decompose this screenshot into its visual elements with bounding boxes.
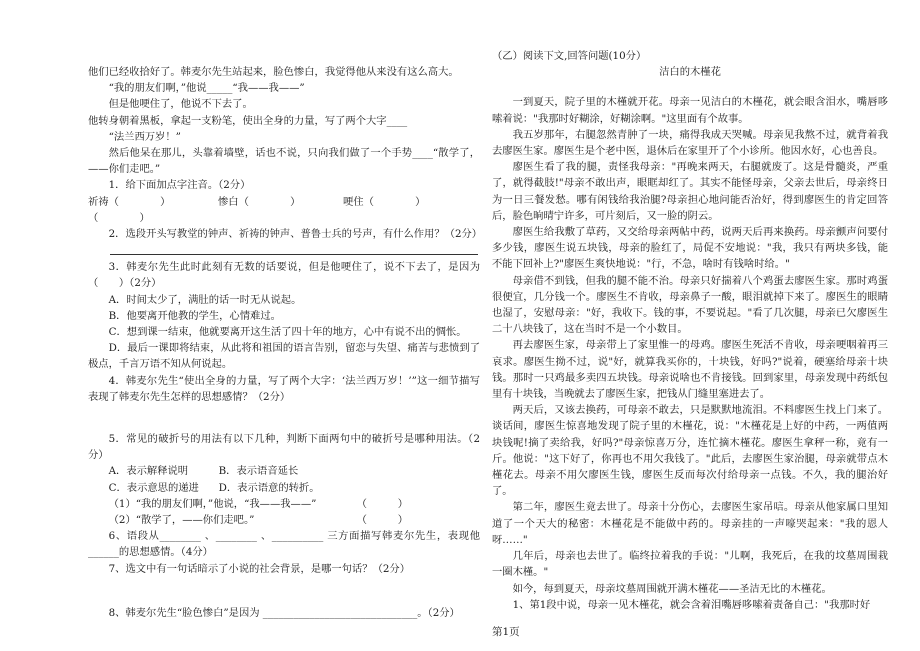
article-paragraph: 廖医生给我敷了草药，又交给母亲两帖中药，说两天后再来换药。母亲颤声问要付多少钱，廖医生说五块钱，母亲的脸红了，局促不安地说："我，我只有两块多钱，能不能下回补上?"廖医生爽快地说："行，不急，啥时有钱啥时给。" [492, 226, 888, 271]
article-paragraph: 两天后，又该去换药，可母亲不敢去，只是默默地流泪。不料廖医生找上门来了。谈话间，廖医生惊喜地发现了院子里的木槿花，说："木槿花是上好的中药，一两值两块钱呢!摘了卖给我，好吗?"母亲惊喜万分，连忙摘木槿花。廖医生拿秤一称，竟有一斤。他说："这下好了，你再也不用欠我钱了。"此后，去廖医生家治腿，母亲就带点木槿花去。母亲不用欠廖医生钱，廖医生反而每次付给母亲一点钱。不久，我的腿治好了。 [492, 404, 888, 498]
right-column [492, 0, 888, 613]
answer-line [110, 242, 478, 255]
q5-option: C．表示意思的递进 [108, 481, 199, 494]
q3-option: B．他要离开他教的学生，心情难过。 [108, 309, 281, 322]
q5-option: B．表示语音延长 [218, 465, 299, 478]
question-8: 8、韩麦尔先生“脸色惨白”是因为 ______________________________。（2分） [108, 606, 460, 619]
q3-option: A．时间太少了，满肚的话一时无从说起。 [108, 293, 302, 306]
q5-options-row [88, 463, 480, 479]
q5-item-row [88, 512, 480, 528]
question-1: 1．给下面加点字注音。（2分） [108, 179, 251, 192]
q5-item: （1）“我的朋友们啊，”他说，“我——我——” [108, 497, 317, 510]
q1-item: 哽住（ ） [343, 195, 426, 208]
article-title: 洁白的木槿花 [659, 66, 721, 79]
q5-options-row [88, 480, 480, 496]
q5-item-row [88, 496, 480, 512]
q5-paren: （ ） [356, 497, 409, 510]
article-paragraph: 一到夏天，院子里的木槿就开花。母亲一见洁白的木槿花，就会眼含泪水，嘴唇哆嗦着说："我那时好糊涂，好糊涂啊。"这里面有个故事。 [492, 96, 888, 125]
article-paragraph: 几年后，母亲也去世了。临终拉着我的手说："儿啊，我死后，在我的坟墓周围栽一圈木槿。" [492, 550, 888, 579]
question-1-items [88, 194, 480, 226]
q3-option: D．最后一课即将结束，从此将和祖国的语言告别，留恋与失望、痛苦与悲愤到了极点，千言万语不知从何说起。 [88, 342, 480, 371]
question-4: 4．韩麦尔先生“使出全身的力量，写了两个大字：‘法兰西万岁！’”这一细节描写表现了韩麦尔先生怎样的思想感情？（2分） [88, 374, 480, 403]
question-1: 1、第1段中说，母亲一见木槿花，就会含着泪嘴唇哆嗦着责备自己："我那时好 [512, 598, 871, 611]
passage-line: “我的朋友们啊，”他说_____“我——我——” [108, 82, 305, 95]
article-paragraph: 第二年，廖医生竟去世了。母亲十分伤心，去廖医生家吊唁。母亲从他家属口里知道了一个天大的秘密：木槿花是不能做中药的。母亲挂的一声嚎哭起来："我的恩人呀……" [492, 501, 888, 546]
q5-option: A．表示解释说明 [108, 465, 189, 478]
article-paragraph: 母亲借不到钱，但我的腿不能不治。母亲只好揣着八个鸡蛋去廖医生家。那时鸡蛋很便宜，几分钱一个。廖医生不肯收，母亲鼻子一酸，眼泪就掉下来了。廖医生的眼睛也湿了，安慰母亲："好，我收下。钱的事，不要说起。"看了几次腿，母亲已欠廖医生二十八块钱了，这在当时不是一个小数目。 [492, 274, 888, 336]
passage-line: “法兰西万岁！” [108, 130, 181, 143]
question-3: 3．韩麦尔先生此时此刻有无数的话要说，但是他哽住了，说不下去了，是因为（ ）（2分） [88, 261, 480, 290]
question-6: 6、语段从________ 、________ 、__________ 三方面描写韩麦尔先生，表现他 ______的思想感情。（4分） [88, 530, 480, 559]
q1-item: 惨白（ ） [218, 195, 301, 208]
question-2: 2．选段开头写教堂的钟声、祈祷的钟声、普鲁士兵的号声，有什么作用？（2分） [108, 228, 483, 241]
q1-item: 祈祷（ ）（ ） [88, 195, 171, 224]
passage-line: 然后他呆在那儿，头靠着墙壁，话也不说，只向我们做了一个手势____“散学了，——你们走吧。” [88, 147, 480, 176]
article-paragraph: 如今，每到夏天，母亲坟墓周围就开满木槿花——圣洁无比的木槿花。 [512, 582, 832, 595]
article-paragraph: 廖医生看了我的腿，责怪我母亲："再晚来两天，右腿就废了。这是骨髓炎，严重了，就得截肢!"母亲不敢出声，眼眶却红了。其实不能怪母亲，父亲去世后，母亲终日为一日三餐发愁。哪有闲钱给我治腿?母亲担心地问能否治好，得到廖医生的肯定回答后，脸色晌晴宁许多，可片刻后，又一脸的阴云。 [492, 161, 888, 222]
article-paragraph: 我五岁那年，右腿忽然青肿了一块，痛得我成天哭喊。母亲见我熬不过，就背着我去廖医生家。廖医生是个老中医，退休后在家里开了个小诊所。他因水好，心也善良。 [492, 128, 888, 158]
article-paragraph: 再去廖医生家，母亲带上了家里惟一的母鸡。廖医生死活不肯收，母亲哽咽着再三哀求。廖医生拗不过，说"好，就算我买你的，十块钱，好吗?"说着，硬塞给母亲十块钱。那时一只鸡最多卖四五块钱。母亲说啥也不肯接钱。回到家里，母亲发现中药纸包里有十块钱，当晚就去了廖医生家，把钱从门缝里塞进去了。 [492, 339, 888, 401]
left-column [88, 0, 483, 621]
q5-option: D．表示语意的转折。 [218, 481, 320, 494]
passage-line: 但是他哽住了，他说不下去了。 [108, 98, 253, 111]
question-7: 7、选文中有一句话暗示了小说的社会背景，是哪一句话？（2分） [108, 562, 411, 575]
q5-item: （2）“散学了，——你们走吧。” [108, 514, 255, 527]
q3-option: C．想到课一结束，他就要离开这生活了四十年的地方，心中有说不出的惆怅。 [108, 326, 467, 339]
q5-paren: （ ） [356, 514, 409, 527]
section-heading: （乙）阅读下文,回答问题(10分） [492, 50, 647, 62]
page-number: 第1页 [492, 626, 520, 638]
question-5: 5．常见的破折号的用法有以下几种，判断下面两句中的破折号是哪种用法。（2分） [88, 433, 480, 462]
passage-line: 他们已经收拾好了。韩麦尔先生站起来，脸色惨白，我觉得他从来没有这么高大。 [88, 66, 459, 78]
passage-line: 他转身朝着黑板，拿起一支粉笔，使出全身的力量，写了两个大字____ [88, 114, 408, 127]
